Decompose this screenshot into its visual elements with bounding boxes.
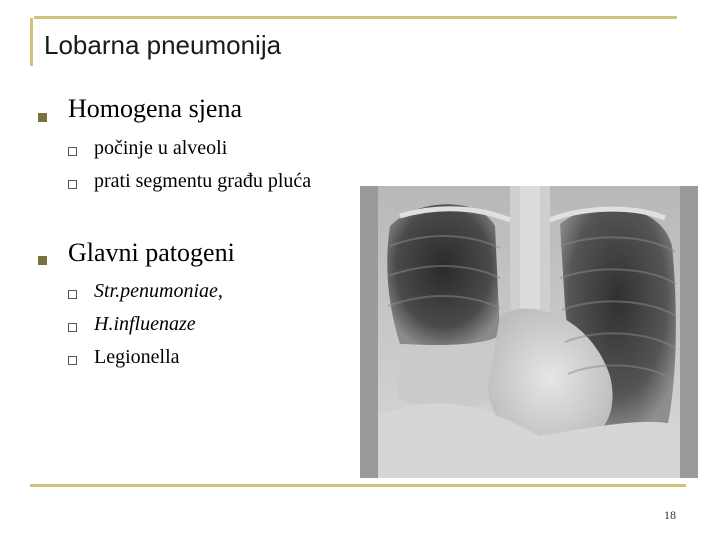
left-rule — [30, 18, 33, 66]
sub-bullet-icon — [68, 323, 77, 332]
slide-title: Lobarna pneumonija — [44, 30, 282, 60]
sub-bullet-icon — [68, 147, 77, 156]
sub-bullet-icon — [68, 180, 77, 189]
sub-bullet-segmentu: prati segmentu građu pluća — [94, 170, 312, 192]
bullet-homogena-sjena: Homogena sjena — [68, 94, 243, 123]
bottom-rule — [30, 484, 686, 487]
sub-bullet-legionella: Legionella — [94, 346, 180, 368]
sub-bullet-icon — [68, 290, 77, 299]
chest-xray-image — [360, 186, 698, 478]
sub-bullet-h-influenzae: H.influenaze — [94, 313, 196, 335]
bullet-square-icon — [38, 256, 47, 265]
bullet-square-icon — [38, 113, 47, 122]
bullet-glavni-patogeni: Glavni patogeni — [68, 238, 235, 267]
top-rule — [34, 16, 677, 19]
sub-bullet-str-pneumoniae: Str.penumoniae, — [94, 280, 223, 302]
page-number: 18 — [664, 508, 676, 522]
sub-bullet-icon — [68, 356, 77, 365]
sub-bullet-alveoli: počinje u alveoli — [94, 137, 228, 159]
